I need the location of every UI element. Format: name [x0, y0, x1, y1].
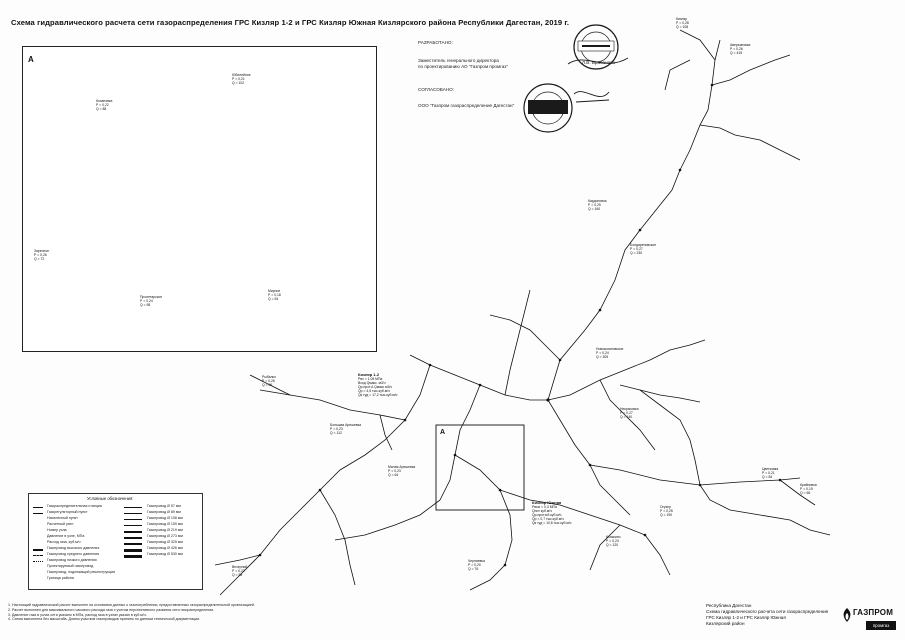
legend-item: Газопровод Ø 426 мм	[147, 546, 183, 550]
document-title: Схема гидравлического расчета сети газораспределения ГРС Кизляр 1-2 и ГРС Кизляр Южная Кизлярского района Республики Дагестан, 2019 г.	[11, 18, 570, 27]
node-pressure: Р = 0,19	[800, 487, 813, 491]
agreed-label: СОГЛАСОВАНО:	[418, 87, 454, 92]
legend-symbol	[124, 507, 142, 508]
legend-item: Населенный пункт	[47, 516, 78, 520]
legend-symbol	[124, 549, 142, 552]
node-name: Рыбалко	[262, 375, 276, 379]
node-name: Кардоновка	[588, 199, 607, 203]
inset-a-label: А	[28, 55, 34, 64]
developer-role-2: по проектированию АО "Газпром промгаз"	[418, 64, 508, 69]
node-flow: Q = 98	[140, 303, 151, 307]
grs-north-line: Qк туд = 17,2 тыс.куб.м/ч	[358, 393, 398, 397]
grs-south-line: Qпот куб.м/ч	[532, 509, 552, 513]
agreed-stamp	[514, 80, 614, 135]
node-flow: Q = 140	[620, 415, 633, 419]
inset-a-frame	[22, 46, 377, 352]
legend-item: Газопровод Ø 89 мм	[147, 510, 181, 514]
node-flow: Q = 72	[34, 257, 45, 261]
node-name: Кохановка	[96, 99, 113, 103]
node-name: Вечерний	[232, 565, 248, 569]
legend-item: Расход газа, куб.м/ч	[47, 540, 81, 544]
legend-item: Газораспределительная станция	[47, 504, 102, 508]
legend-item: Газопровод Ø 325 мм	[147, 540, 183, 544]
note-line: 2. Расчет выполнен для максимального часового расхода газа с учетом перспективного развития сети газораспределения.	[8, 607, 215, 612]
grs-south-line: Рвых = 0,3 МПа	[532, 505, 557, 509]
legend-symbol	[33, 549, 43, 551]
legend-symbol	[124, 537, 142, 539]
node-name: Большая Арешевка	[330, 423, 362, 427]
node-name: Пролетарское	[140, 295, 163, 299]
legend-symbol	[33, 513, 43, 514]
node-pressure: Р = 0,23	[388, 469, 401, 473]
legend	[28, 493, 203, 590]
grs-south-name: Кизляр Южная	[532, 500, 562, 505]
node-pressure: Р = 0,24	[140, 299, 153, 303]
developer-name: Л.В. Брабанова	[582, 60, 616, 65]
node-name: Новокохановское	[596, 347, 624, 351]
developer-stamp	[560, 22, 632, 72]
node-flow: Q = 84	[762, 475, 773, 479]
node-flow: Q = 102	[232, 81, 245, 85]
footer-line: Кизлярский район	[706, 621, 745, 626]
grs-south-line: Qк туд = 10,8 тыс.куб.м/ч	[532, 521, 572, 525]
legend-item: Газопровод среднего давления	[47, 552, 100, 556]
node-pressure: Р = 0,26	[730, 47, 743, 51]
grs-south-line: Qр.прот.м3 куб.м/ч	[532, 513, 562, 517]
agreed-org: ООО "Газпром газораспределение Дагестан"	[418, 103, 515, 108]
footer-line: Схема гидравлического расчета сети газораспределения	[706, 609, 829, 614]
grs-north-line: Qр.прот.Δ Qмакс м3/ч	[358, 385, 393, 389]
node-flow: Q = 96	[262, 383, 273, 387]
node-flow: Q = 64	[388, 473, 399, 477]
legend-item: Давление в узле, МПа	[47, 534, 85, 538]
legend-item: Газопровод Ø 219 мм	[147, 528, 183, 532]
logo-subtext: промгаз	[866, 621, 896, 630]
node-name: Черняевка	[468, 559, 485, 563]
node-flow: Q = 230	[630, 251, 643, 255]
footer-line: ГРС Кизляр 1-2 и ГРС Кизляр Южная	[706, 615, 786, 620]
node-name: Заречное	[34, 249, 50, 253]
node-flow: Q = 120	[606, 543, 619, 547]
node-flow: Q = 190	[660, 513, 673, 517]
legend-symbol	[124, 531, 142, 533]
note-line: 1. Настоящий гидравлический расчет выполнен на основании данных о газопотреблении, предоставленных газораспределительной организацией.	[8, 603, 255, 607]
legend-symbol	[124, 543, 142, 545]
logo-text: ГАЗПРОМ	[853, 608, 894, 617]
developed-label: РАЗРАБОТАНО:	[418, 40, 453, 45]
flame-icon	[840, 607, 854, 623]
node-flow: Q = 108	[676, 25, 689, 29]
main-inset-marker: А	[440, 429, 446, 436]
node-pressure: Р = 0,21	[762, 471, 775, 475]
legend-item: Номер узла	[47, 528, 67, 532]
grs-north-line: Рвх = 1,05 МПа	[358, 377, 383, 381]
legend-symbol	[33, 507, 43, 508]
node-name: Косякино	[606, 535, 621, 539]
node-pressure: Р = 0,22	[232, 569, 245, 573]
node-name: Цветковка	[762, 467, 779, 471]
node-name: Юбилейное	[232, 73, 251, 77]
developer-role-1: Заместитель генерального директора	[418, 58, 499, 63]
footer-line: Республика Дагестан	[706, 603, 752, 608]
legend-item: Газопровод высокого давления	[47, 546, 100, 550]
node-name: Некрасовка	[620, 407, 639, 411]
legend-item: Газопровод Ø 57 мм	[147, 504, 181, 508]
gazprom-logo	[840, 607, 898, 635]
node-flow: Q = 54	[268, 297, 279, 301]
notes-block	[8, 603, 368, 622]
node-flow: Q = 88	[96, 107, 107, 111]
footer-title-block	[706, 603, 828, 627]
grs-south-line: Qр = 0,7 тыс.куб.м/ч	[532, 517, 564, 521]
node-pressure: Р = 0,27	[630, 247, 643, 251]
node-pressure: Р = 0,27	[620, 411, 633, 415]
legend-item: Газопровод, подлежащий реконструкции	[47, 570, 115, 574]
grs-north-name: Кизляр 1-2	[358, 372, 380, 377]
node-pressure: Р = 0,20	[468, 563, 481, 567]
grs-north-line: Qр = 4,5 тыс.куб.м/ч	[358, 389, 390, 393]
node-pressure: Р = 0,24	[596, 351, 609, 355]
legend-item: Газопровод Ø 159 мм	[147, 522, 183, 526]
legend-symbol	[124, 555, 142, 558]
legend-item: Газопровод низкого давления	[47, 558, 97, 562]
node-pressure: Р = 0,21	[232, 77, 245, 81]
note-line: 4. Схема выполнена без масштаба. Длины участков газопроводов приняты по данным технической документации.	[8, 617, 201, 622]
legend-item: Газопровод Ø 530 мм	[147, 552, 183, 556]
legend-item: Граница района	[47, 576, 74, 580]
node-flow: Q = 58	[232, 573, 243, 577]
node-name: Огузер	[660, 505, 671, 509]
node-pressure: Р = 0,24	[606, 539, 619, 543]
node-name: Аверьяновка	[730, 43, 751, 47]
legend-item: Газопровод Ø 273 мм	[147, 534, 183, 538]
legend-item: Расчетный узел	[47, 522, 74, 526]
node-pressure: Р = 0,22	[96, 103, 109, 107]
node-flow: Q = 160	[588, 207, 601, 211]
node-pressure: Р = 0,26	[34, 253, 47, 257]
node-flow: Q = 76	[468, 567, 479, 571]
node-pressure: Р = 0,25	[660, 509, 673, 513]
node-name: Малая Арешевка	[388, 465, 416, 469]
legend-item: Газопровод Ø 108 мм	[147, 516, 183, 520]
legend-item: Газорегуляторный пункт	[47, 510, 88, 514]
legend-symbol	[124, 519, 142, 520]
node-name: Мирное	[268, 289, 281, 293]
legend-symbol	[124, 525, 142, 526]
legend-symbol	[124, 513, 142, 514]
node-pressure: Р = 0,23	[330, 427, 343, 431]
legend-title: Условные обозначения:	[87, 496, 134, 501]
node-flow: Q = 112	[330, 431, 342, 435]
node-pressure: Р = 0,25	[588, 203, 601, 207]
node-name: Кизляр	[676, 17, 688, 21]
node-pressure: Р = 0,26	[262, 379, 275, 383]
node-flow: Q = 415	[730, 51, 743, 55]
node-flow: Q = 305	[596, 355, 609, 359]
node-name: Бондареновское	[630, 243, 657, 247]
node-pressure: Р = 0,28	[676, 21, 689, 25]
grs-north-line: Вход Qмакс. м3/ч	[358, 381, 386, 385]
legend-symbol	[33, 561, 43, 562]
legend-symbol	[33, 555, 43, 556]
node-flow: Q = 66	[800, 491, 811, 495]
node-pressure: Р = 0,18	[268, 293, 281, 297]
legend-item: Проектируемый газопровод	[47, 564, 94, 568]
node-name: Крайновка	[800, 483, 817, 487]
note-line: 3. Давление газа в узлах сети указано в МПа, расход газа в узлах указан в куб.м/ч.	[8, 612, 147, 617]
